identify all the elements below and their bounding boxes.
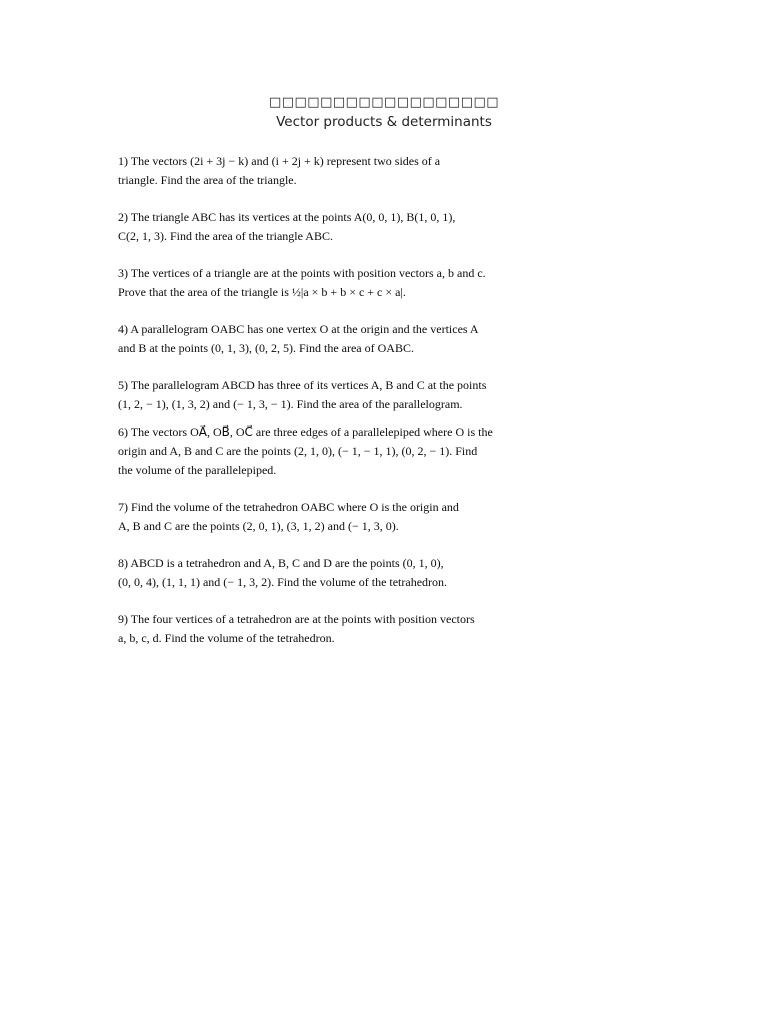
problem-line: and B at the points (0, 1, 3), (0, 2, 5). Find the area of OABC. (118, 341, 414, 355)
problem-6 (118, 423, 658, 480)
problem-line: (1, 2, − 1), (1, 3, 2) and (− 1, 3, − 1). Find the area of the parallelogram. (118, 397, 463, 411)
document-subtitle: Vector products & determinants (276, 114, 492, 130)
problem-1 (118, 152, 658, 190)
problem-2 (118, 208, 658, 246)
problem-line: 7) Find the volume of the tetrahedron OABC where O is the origin and (118, 500, 459, 514)
problem-line: 5) The parallelogram ABCD has three of its vertices A, B and C at the points (118, 378, 487, 392)
garbled-title: □□□□□□□□□□□□□□□□□□ (268, 95, 500, 110)
problem-7 (118, 498, 658, 536)
problem-line: origin and A, B and C are the points (2, 1, 0), (− 1, − 1, 1), (0, 2, − 1). Find (118, 444, 478, 458)
problem-line: 9) The four vertices of a tetrahedron are at the points with position vectors (118, 612, 475, 626)
problem-line: 8) ABCD is a tetrahedron and A, B, C and D are the points (0, 1, 0), (118, 556, 444, 570)
problem-line: C(2, 1, 3). Find the area of the triangle ABC. (118, 229, 333, 243)
problem-line: 3) The vertices of a triangle are at the points with position vectors a, b and c. (118, 266, 486, 280)
problem-line: 4) A parallelogram OABC has one vertex O at the origin and the vertices A (118, 322, 479, 336)
problem-line: the volume of the parallelepiped. (118, 463, 277, 477)
problem-line: 1) The vectors (2i + 3j − k) and (i + 2j + k) represent two sides of a (118, 154, 441, 168)
problem-3 (118, 264, 658, 302)
problem-8 (118, 554, 658, 592)
problem-line: triangle. Find the area of the triangle. (118, 173, 297, 187)
problem-line: 2) The triangle ABC has its vertices at the points A(0, 0, 1), B(1, 0, 1), (118, 210, 456, 224)
problem-line: 6) The vectors OA⃗, OB⃗, OC⃗ are three edges of a parallelepiped where O is the (118, 425, 493, 439)
problem-line: A, B and C are the points (2, 0, 1), (3, 1, 2) and (− 1, 3, 0). (118, 519, 399, 533)
problem-4 (118, 320, 658, 358)
document-header (0, 94, 768, 132)
problem-5 (118, 376, 658, 414)
problem-9 (118, 610, 658, 648)
problem-line: Prove that the area of the triangle is ½|a × b + b × c + c × a|. (118, 285, 406, 299)
problem-line: a, b, c, d. Find the volume of the tetrahedron. (118, 631, 335, 645)
problem-line: (0, 0, 4), (1, 1, 1) and (− 1, 3, 2). Find the volume of the tetrahedron. (118, 575, 448, 589)
